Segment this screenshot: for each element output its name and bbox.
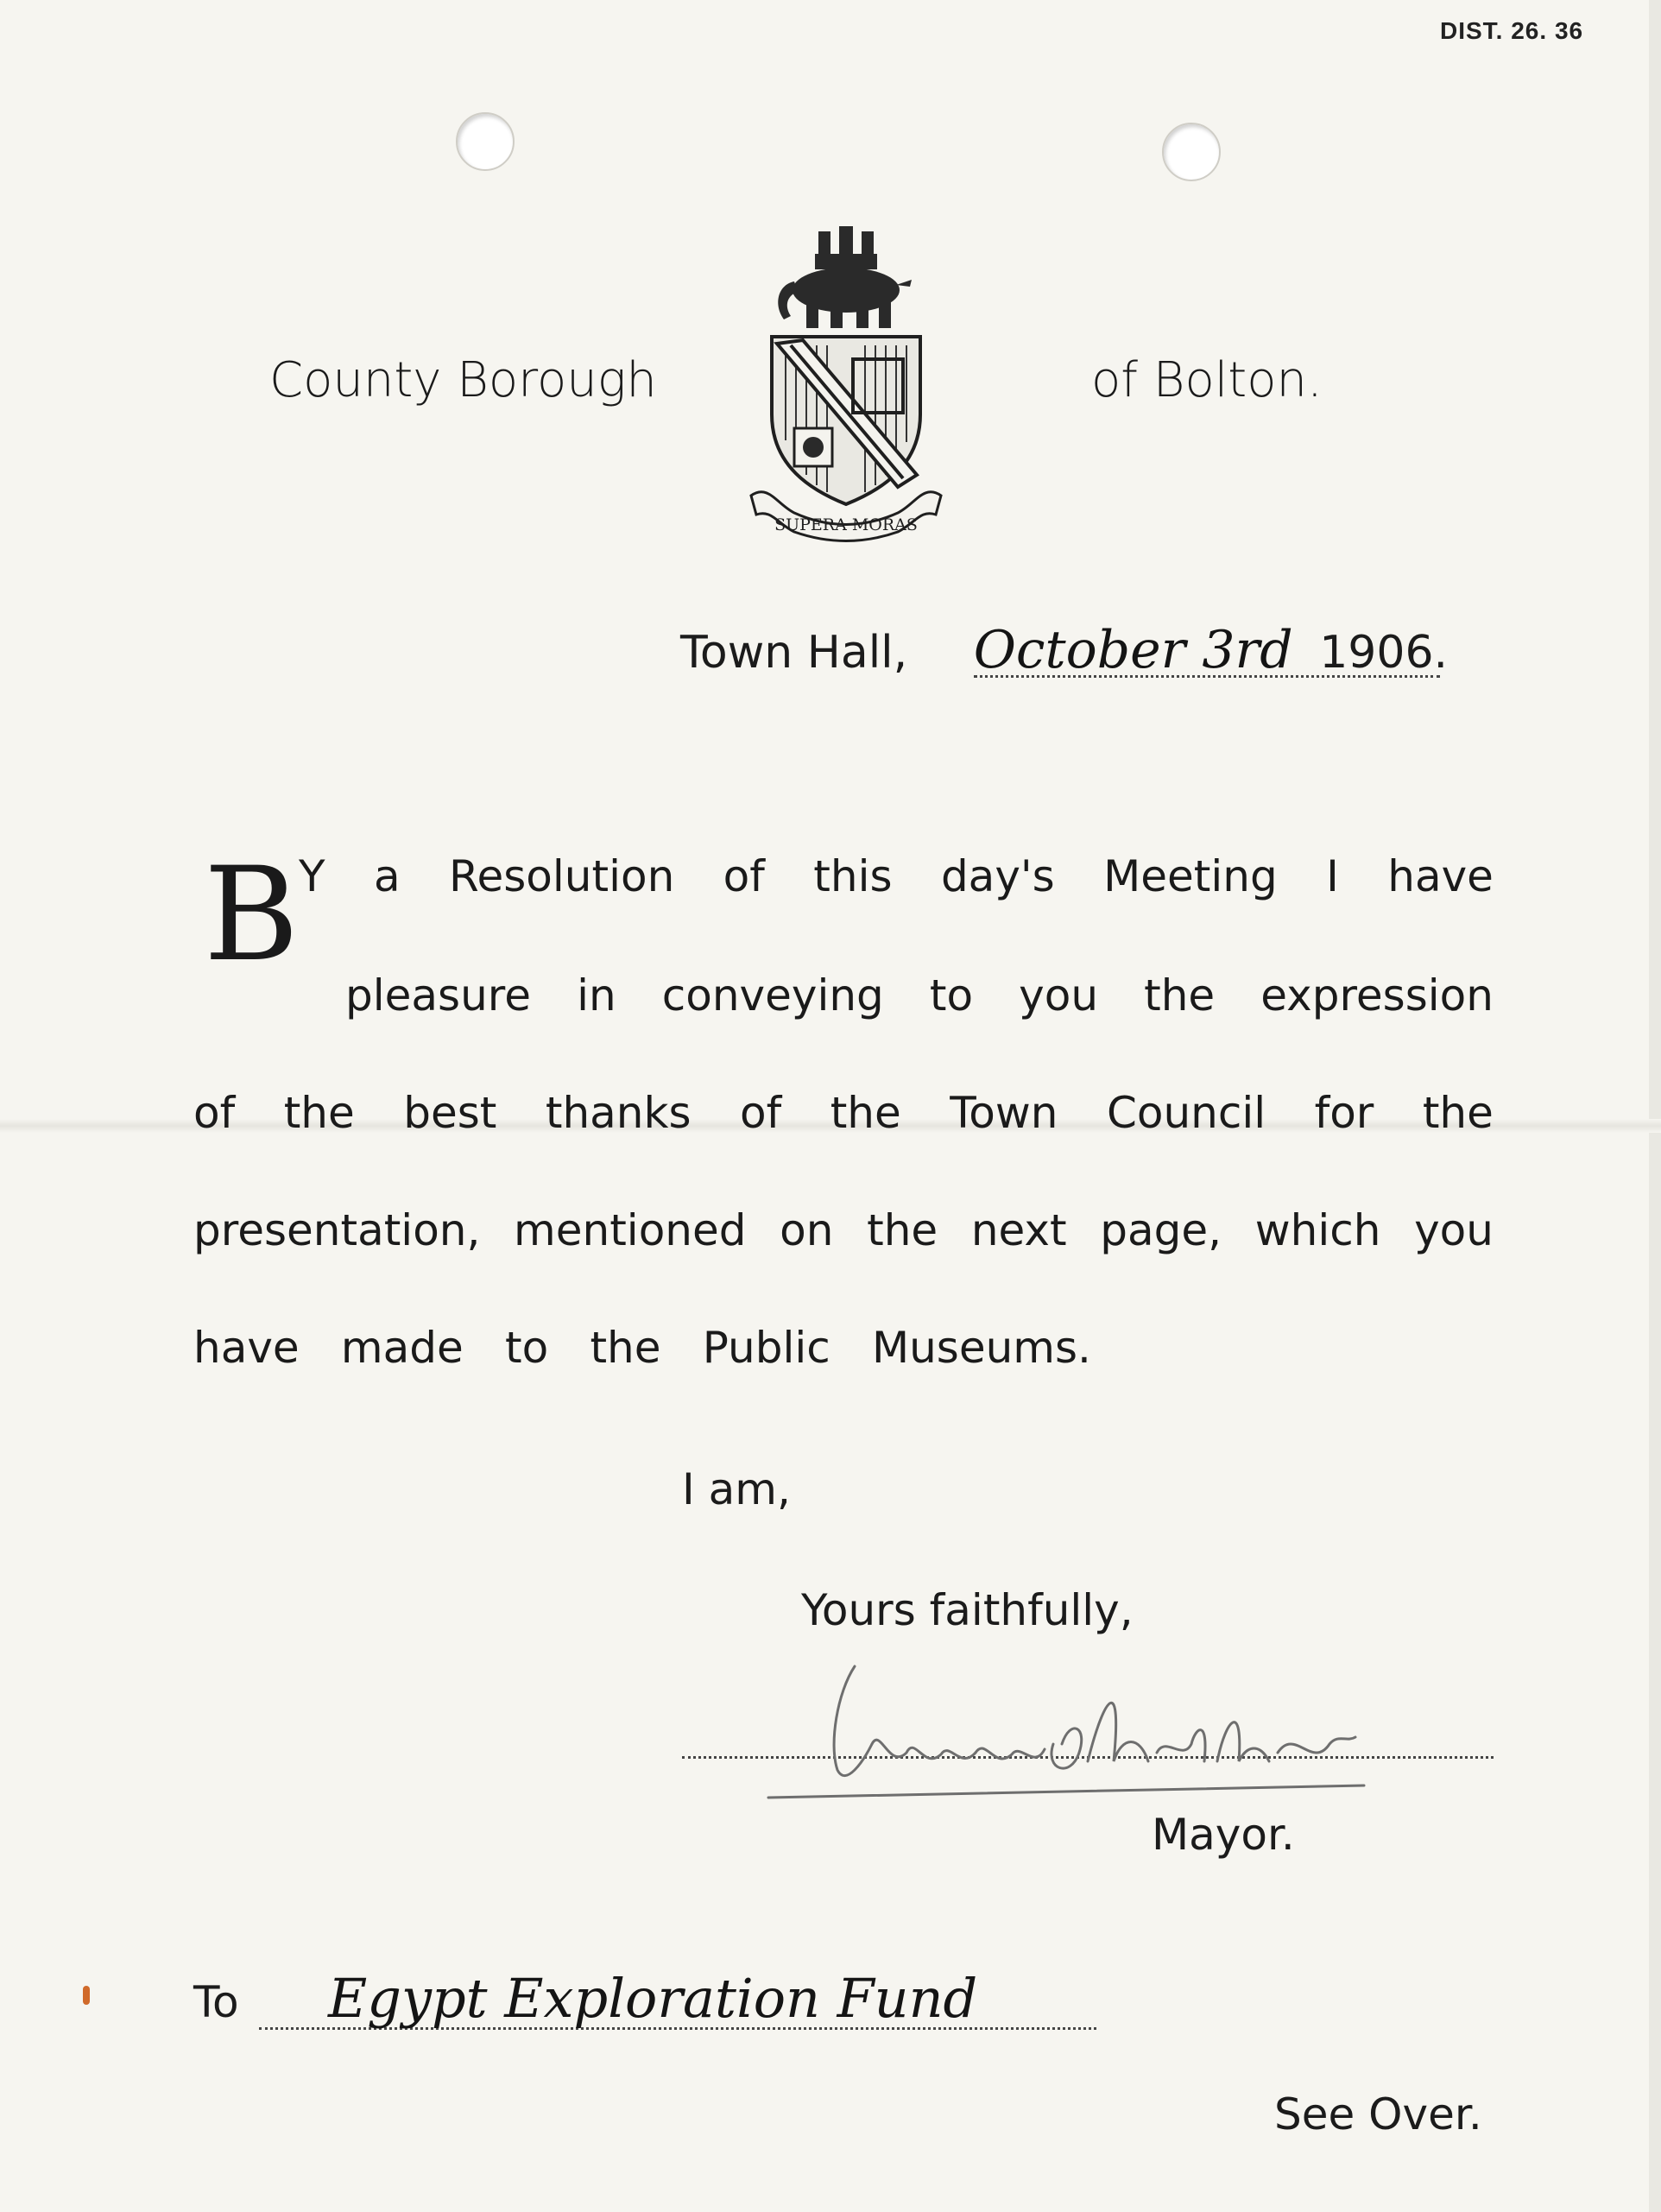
body-line-3 [193, 1088, 1494, 1138]
paper-edge [1649, 0, 1661, 2212]
body-line-1 [299, 851, 1494, 901]
body-word: the [590, 1323, 661, 1373]
body-word: I [1326, 851, 1339, 901]
body-word: next [970, 1205, 1067, 1255]
body-word: the [1422, 1088, 1494, 1138]
recipient-prefix: To [193, 1977, 239, 2027]
body-line-2 [345, 970, 1494, 1021]
body-word: this [813, 851, 893, 901]
reference-number: DIST. 26. 36 [1440, 17, 1584, 44]
body-word: of [740, 1088, 782, 1138]
body-word: day's [940, 851, 1055, 901]
body-word: presentation, [193, 1205, 481, 1255]
body-line-4 [193, 1205, 1494, 1255]
dateline-year: 1906 [1319, 627, 1434, 679]
body-word: of [723, 851, 765, 901]
dateline-place: Town Hall, [680, 627, 908, 679]
body-word: conveying [661, 970, 884, 1021]
letterhead-right: of Bolton. [1091, 352, 1323, 408]
mayor-signature-icon [760, 1640, 1416, 1813]
body-word: Meeting [1103, 851, 1278, 901]
body-word: Museums. [871, 1323, 1091, 1373]
bolton-crest-icon [742, 216, 950, 544]
crest-motto: SUPERA MORAS [774, 515, 918, 534]
body-word: Y [299, 851, 325, 901]
body-word: to [505, 1323, 549, 1373]
dateline-dots [974, 675, 1440, 678]
body-word: Public [702, 1323, 830, 1373]
footer-see-over: See Over. [1274, 2089, 1482, 2139]
body-word: to [929, 970, 974, 1021]
letterhead-left: County Borough [269, 352, 657, 408]
body-word: the [1144, 970, 1216, 1021]
body-word: the [283, 1088, 355, 1138]
body-line-5 [193, 1323, 1091, 1373]
body-word: the [867, 1205, 938, 1255]
body-word: page, [1100, 1205, 1222, 1255]
dateline-end-punct: . [1433, 627, 1449, 679]
body-word: expression [1260, 970, 1494, 1021]
recipient-name-handwritten: Egypt Exploration Fund [328, 1967, 978, 2030]
body-word: mentioned [514, 1205, 747, 1255]
body-word: on [780, 1205, 834, 1255]
punch-hole-left [456, 112, 515, 171]
dateline-date-handwritten: October 3rd [973, 620, 1293, 680]
body-word: have [193, 1323, 300, 1373]
body-word: the [830, 1088, 901, 1138]
body-word: of [193, 1088, 236, 1138]
closing-i-am: I am, [682, 1464, 791, 1514]
body-word: you [1019, 970, 1099, 1021]
body-word: have [1387, 851, 1494, 901]
drop-cap: B [204, 840, 300, 990]
body-word: made [340, 1323, 464, 1373]
body-word: for [1314, 1088, 1374, 1138]
dateline [680, 620, 1448, 680]
ink-mark [83, 1986, 90, 2005]
body-word: Resolution [449, 851, 675, 901]
body-word: which [1254, 1205, 1381, 1255]
body-word: a [373, 851, 401, 901]
closing-title: Mayor. [1152, 1810, 1295, 1860]
punch-hole-right [1162, 123, 1221, 181]
closing-yours: Yours faithfully, [801, 1585, 1134, 1635]
body-word: Town [950, 1088, 1058, 1138]
body-word: best [403, 1088, 497, 1138]
body-word: in [577, 970, 616, 1021]
body-word: you [1414, 1205, 1494, 1255]
body-word: Council [1106, 1088, 1266, 1138]
body-word: thanks [545, 1088, 692, 1138]
body-word: pleasure [345, 970, 531, 1021]
